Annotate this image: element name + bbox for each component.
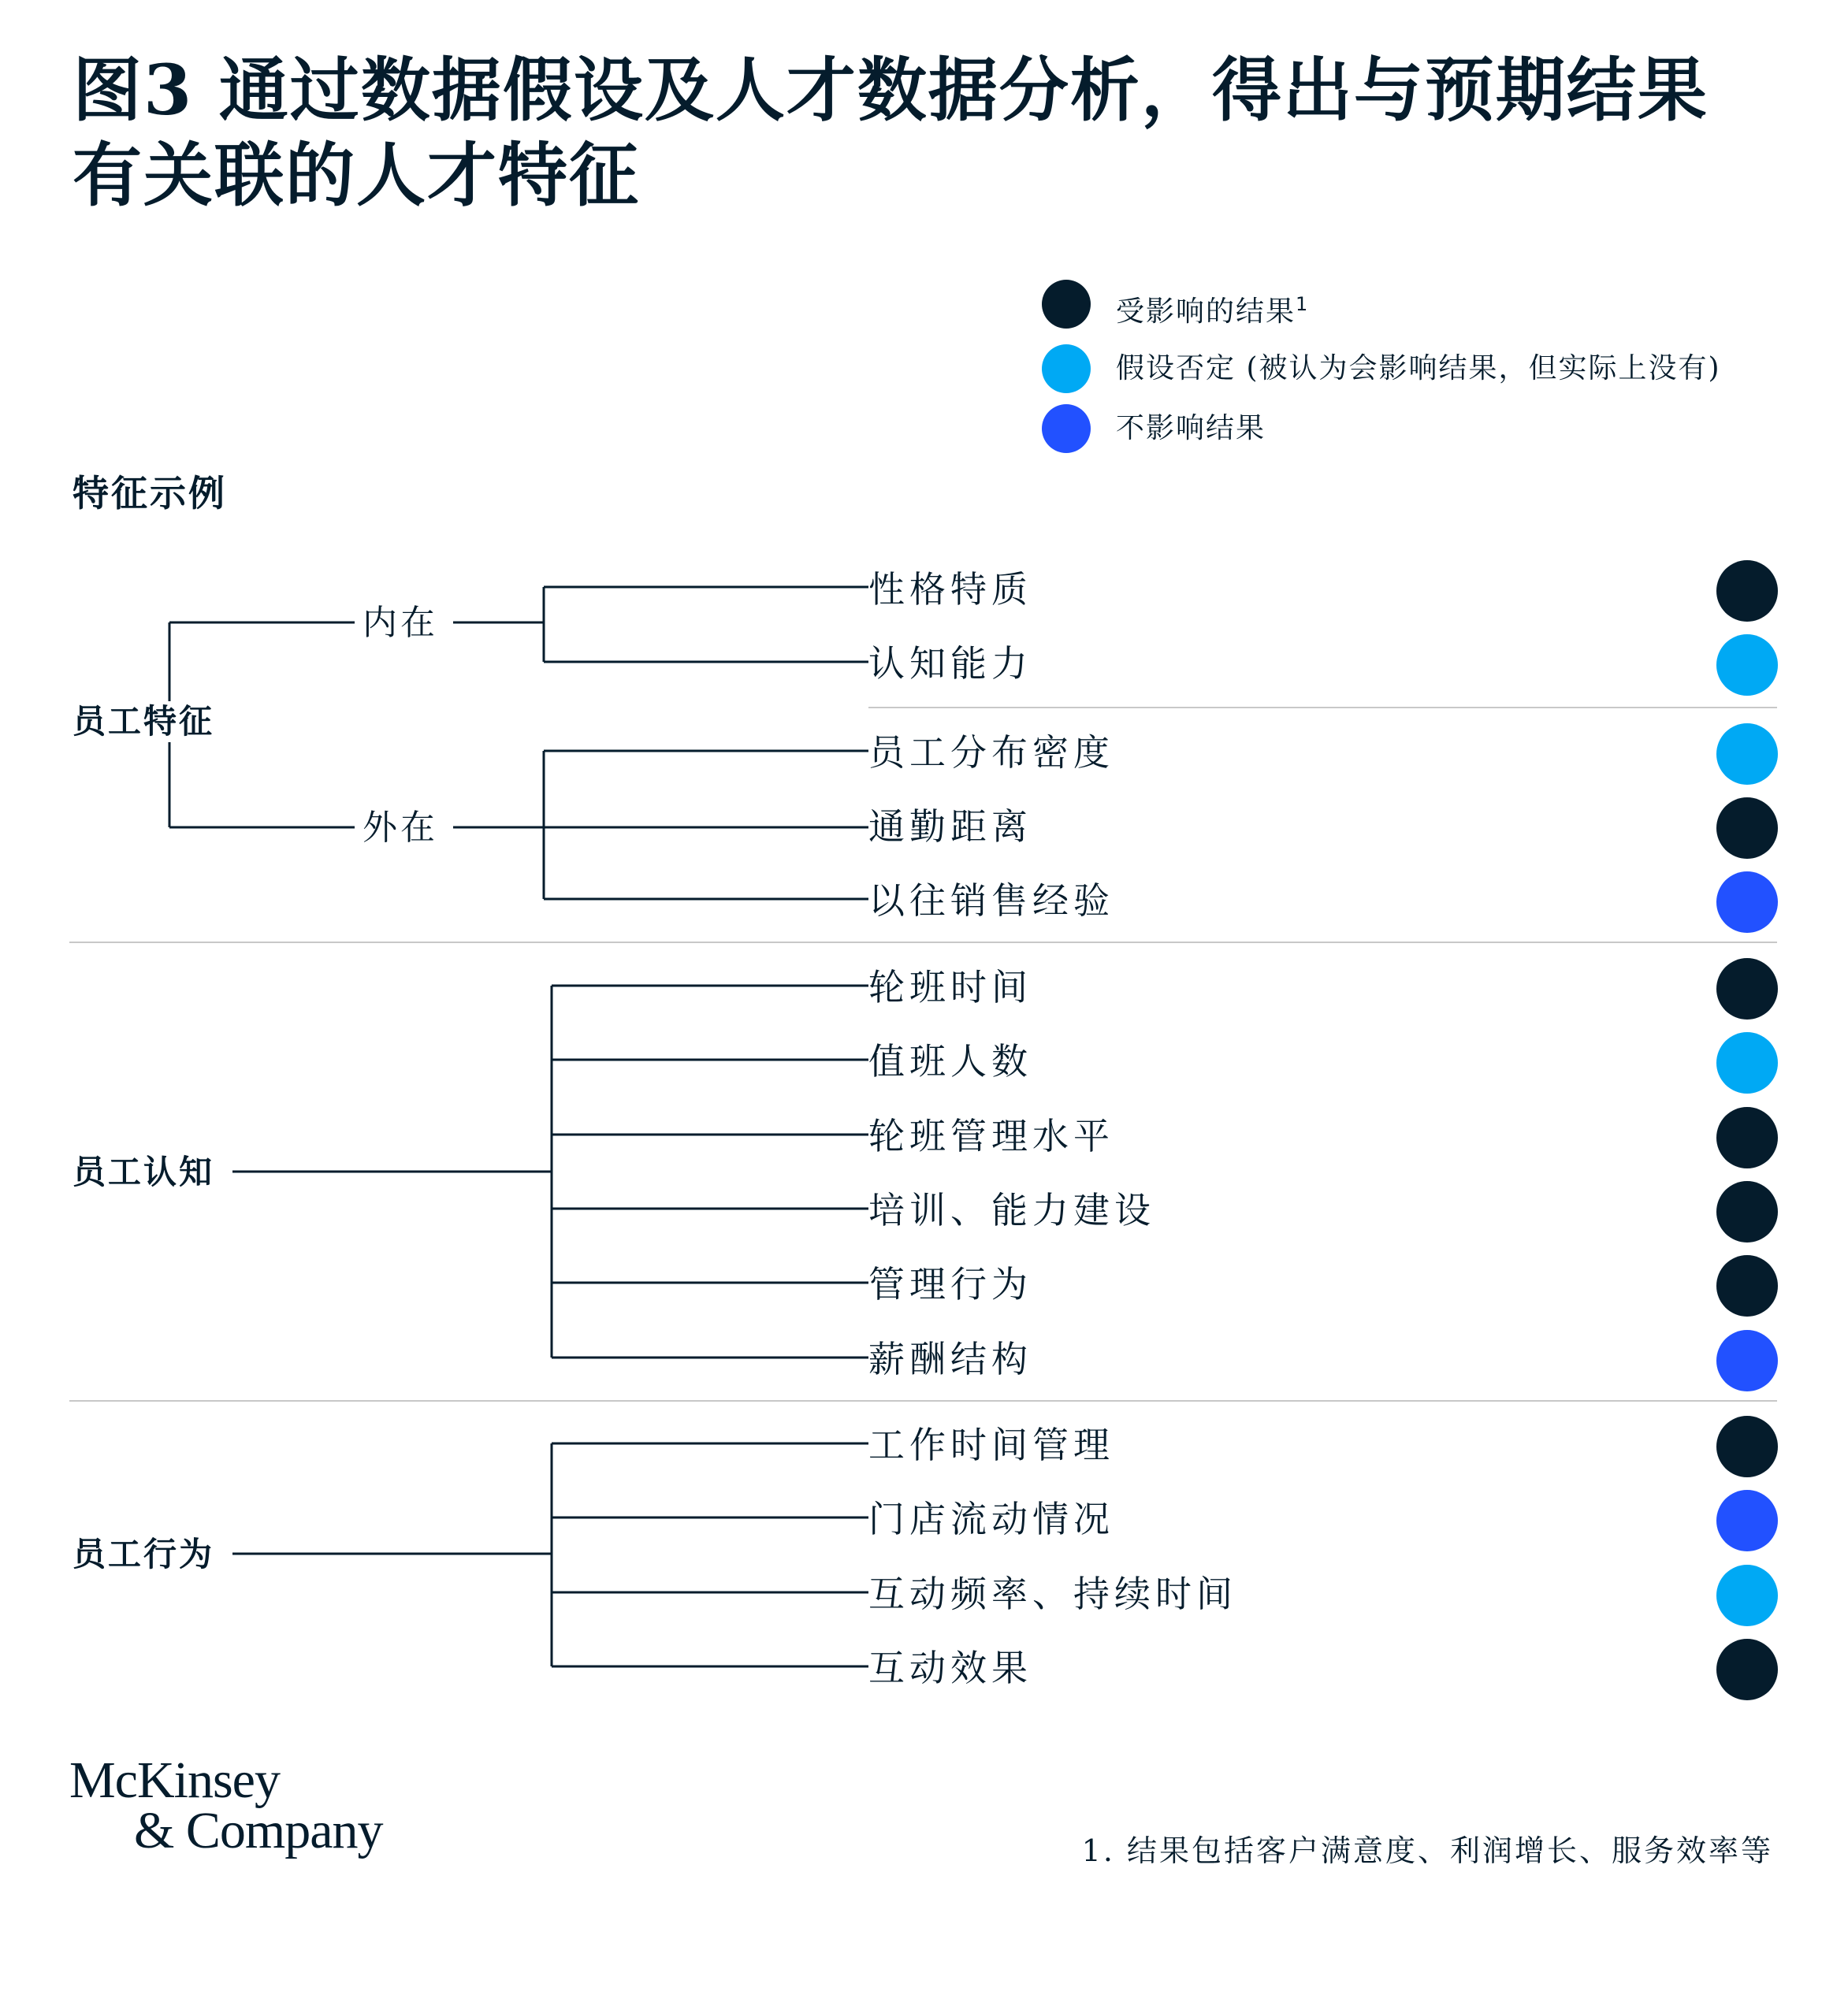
title-line-1: 图3 通过数据假设及人才数据分析，得出与预期结果: [73, 49, 1709, 131]
sub-label-external: 外在: [355, 807, 446, 849]
footnote: 1. 结果包括客户满意度、利润增长、服务效率等: [1081, 1833, 1773, 1868]
status-dot: [1716, 1330, 1778, 1391]
logo-line-2: & Company: [134, 1802, 383, 1859]
logo-line-1: McKinsey: [69, 1751, 280, 1809]
status-dot: [1716, 1416, 1778, 1477]
legend-footnote-marker: 1: [1296, 293, 1310, 315]
mckinsey-logo: [69, 1751, 383, 1859]
group-label-behavior: 员工行为: [73, 1534, 219, 1575]
tree-connectors: [169, 587, 868, 1666]
status-dot: [1716, 958, 1778, 1020]
status-dot: [1716, 1255, 1778, 1317]
status-dot: [1716, 1107, 1778, 1168]
item-interaction-frequency: 互动频率、持续时间: [868, 1573, 1237, 1615]
group-label-characteristics: 员工特征: [73, 701, 219, 742]
status-dot: [1716, 1181, 1778, 1243]
legend-label-none: 不影响结果: [1116, 412, 1266, 444]
item-sales-experience: 以往销售经验: [868, 879, 1114, 922]
status-dot: [1716, 1490, 1778, 1551]
status-dot: [1716, 634, 1778, 696]
status-dot: [1716, 871, 1778, 933]
item-personality: 性格特质: [868, 568, 1032, 611]
status-dot: [1716, 1565, 1778, 1626]
item-commute-distance: 通勤距离: [868, 805, 1032, 848]
group-label-perception: 员工认知: [73, 1152, 219, 1193]
item-shift-management: 轮班管理水平: [868, 1115, 1114, 1157]
status-dot: [1716, 797, 1778, 859]
sub-label-internal: 内在: [355, 602, 446, 644]
item-shift-time: 轮班时间: [868, 966, 1032, 1009]
item-pay-structure: 薪酬结构: [868, 1338, 1032, 1380]
item-store-mobility: 门店流动情况: [868, 1498, 1114, 1540]
item-management-behavior: 管理行为: [868, 1263, 1032, 1306]
section-heading: 特征示例: [73, 472, 227, 514]
legend-label-rejected: 假设否定 (被认为会影响结果，但实际上没有): [1116, 352, 1721, 384]
legend-label-affected: 受影响的结果$^1$: [1116, 293, 1310, 328]
item-training: 培训、能力建设: [868, 1189, 1155, 1231]
item-work-time-management: 工作时间管理: [868, 1424, 1114, 1466]
item-interaction-effect: 互动效果: [868, 1647, 1032, 1689]
item-staff-density: 员工分布密度: [868, 731, 1114, 774]
status-dot: [1716, 1032, 1778, 1094]
status-dot: [1716, 723, 1778, 785]
item-staff-on-duty: 值班人数: [868, 1040, 1032, 1083]
status-dot: [1716, 560, 1778, 622]
status-dot: [1716, 1639, 1778, 1700]
title-line-2: 有关联的人才特征: [73, 134, 641, 216]
item-cognitive-ability: 认知能力: [868, 642, 1032, 685]
